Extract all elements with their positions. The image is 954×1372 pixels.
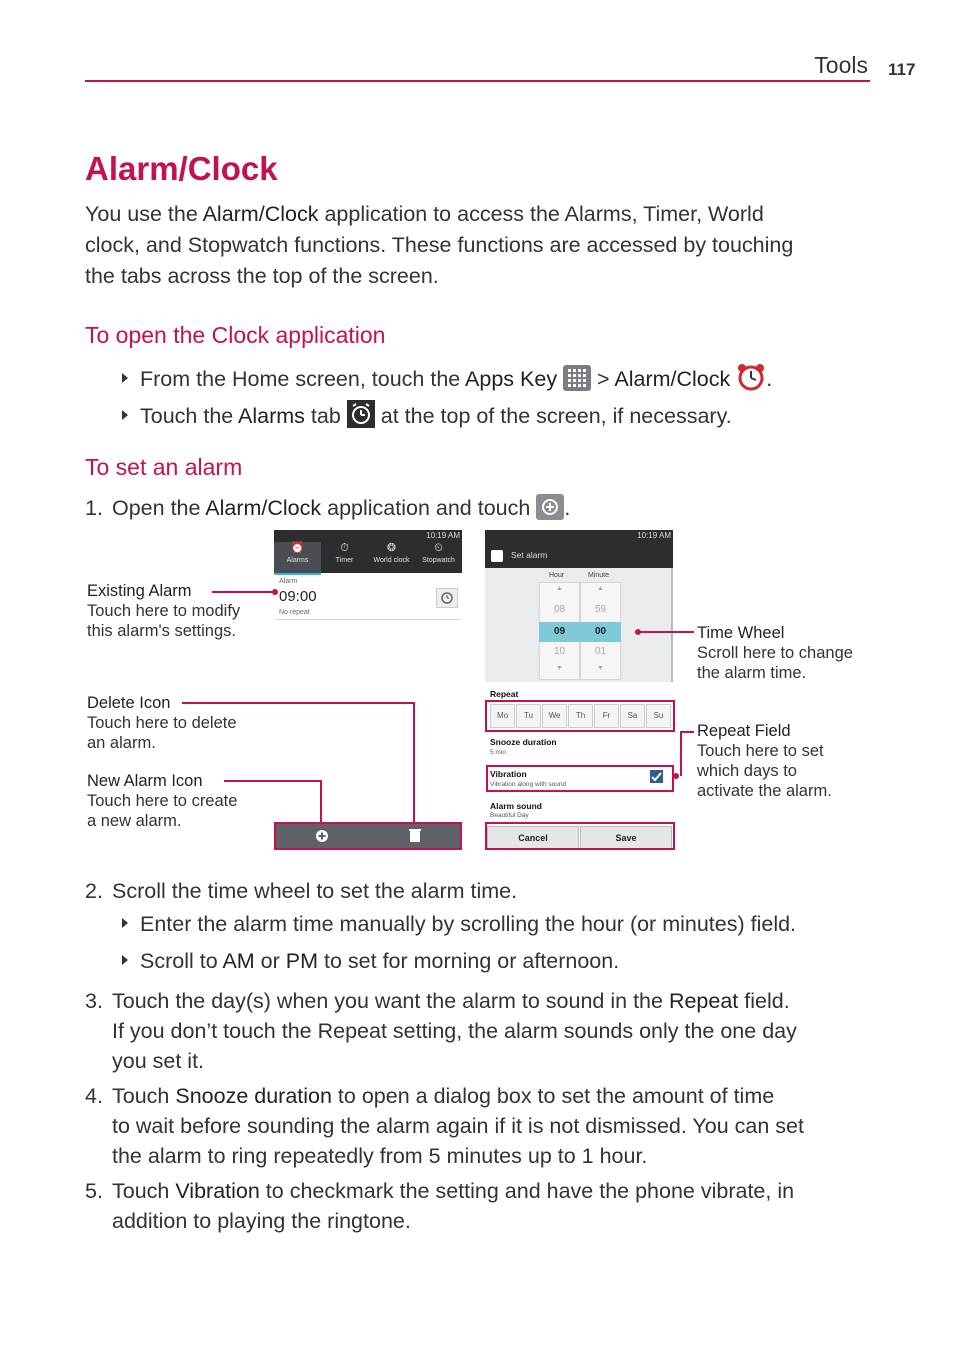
- hour-down-icon[interactable]: ▼: [556, 665, 563, 672]
- intro-paragraph: You use the Alarm/Clock application to access the Alarms, Timer, World clock, and Stopwatch functions. These functions are accessed by touching the tabs across the top of the screen.: [85, 202, 794, 288]
- minute-down-icon[interactable]: ▼: [597, 665, 604, 672]
- minute-prev: 59: [594, 604, 607, 615]
- alarm-clock-app-icon: [736, 363, 766, 397]
- alarm-time: 09:00: [279, 588, 317, 605]
- apps-key-icon: [563, 365, 591, 397]
- step-2-bullet-2: Scroll to AM or PM to set for morning or afternoon.: [122, 949, 619, 974]
- time-wheel[interactable]: [485, 568, 671, 682]
- alarm-repeat: No repeat: [279, 609, 310, 616]
- leader-repeat-h: [680, 731, 694, 733]
- leader-new-h: [224, 780, 322, 782]
- vibration-desc: Vibration along with sound: [490, 781, 567, 788]
- leader-repeat-v: [680, 731, 682, 776]
- wheel-scrollbar: [671, 568, 673, 682]
- set-alarm-titlebar: [485, 530, 673, 568]
- cancel-button[interactable]: Cancel: [487, 826, 579, 850]
- callout-existing-alarm: Existing Alarm Touch here to modify this alarm's settings.: [87, 582, 241, 640]
- step-4: 4. Touch Snooze duration to open a dialog box to set the amount of time to wait before sounding the alarm again if it is not dismissed. You can set the alarm to ring repeatedly from 5 minutes up to 1 hour.: [85, 1084, 804, 1168]
- add-alarm-icon: [536, 494, 564, 528]
- alarms-screen: [274, 530, 462, 620]
- set-alarm-heading: To set an alarm: [85, 454, 243, 480]
- open-clock-heading: To open the Clock application: [85, 322, 386, 348]
- vibration-label[interactable]: Vibration: [490, 769, 527, 779]
- tab-world-clock[interactable]: ❂ World clock: [368, 542, 415, 573]
- day-su[interactable]: Su: [646, 704, 671, 728]
- snooze-label[interactable]: Snooze duration: [490, 737, 557, 747]
- timer-icon: ⏱: [340, 542, 349, 554]
- repeat-highlight: [485, 700, 675, 732]
- buttons-highlight: [485, 822, 675, 850]
- day-fr[interactable]: Fr: [594, 704, 619, 728]
- leader-existing: [212, 591, 274, 593]
- bullet-arrow-icon: [122, 918, 128, 928]
- status-time: 10:19 AM: [637, 531, 671, 540]
- callout-delete-icon: Delete Icon Touch here to delete an alarm.: [87, 694, 237, 752]
- vibration-highlight: [486, 765, 674, 792]
- alarms-tab-icon: [347, 400, 375, 434]
- step-1: 1. Open the Alarm/Clock application and touch .: [85, 493, 875, 528]
- step-2: 2. Scroll the time wheel to set the alarm time.: [85, 879, 518, 903]
- alarm-toggle-icon[interactable]: [436, 588, 458, 608]
- save-button[interactable]: Save: [580, 826, 672, 850]
- header-rule: [85, 80, 870, 82]
- section-title: Tools: [814, 52, 868, 78]
- set-alarm-screen: [485, 530, 673, 850]
- stopwatch-icon: ⏲: [434, 542, 443, 554]
- leader-delete-h: [182, 702, 415, 704]
- step-2-bullet-1: Enter the alarm time manually by scrolling the hour (or minutes) field.: [122, 912, 796, 937]
- tab-timer[interactable]: ⏱ Timer: [321, 542, 368, 573]
- leader-new-v: [320, 780, 322, 824]
- step-5: 5. Touch Vibration to checkmark the setting and have the phone vibrate, in addition to playing the ringtone.: [85, 1179, 795, 1233]
- bullet-arrow-icon: [122, 410, 128, 420]
- existing-alarm-item[interactable]: [274, 575, 462, 620]
- bullet-arrow-icon: [122, 373, 128, 383]
- hour-label: Hour: [549, 572, 565, 579]
- hour-prev: 08: [553, 604, 566, 615]
- step-3: 3. Touch the day(s) when you want the alarm to sound in the Repeat field. If you don’t touch the Repeat setting, the alarm sounds only the one day you set it.: [85, 989, 797, 1073]
- day-sa[interactable]: Sa: [620, 704, 645, 728]
- callout-repeat-field: Repeat Field Touch here to set which days to activate the alarm.: [697, 722, 832, 800]
- bullet-arrow-icon: [122, 955, 128, 965]
- hour-selected: 09: [553, 626, 566, 637]
- tab-stopwatch[interactable]: ⏲ Stopwatch: [415, 542, 462, 573]
- globe-icon: ❂: [386, 542, 397, 554]
- minute-selected: 00: [594, 626, 607, 637]
- status-time: 10:19 AM: [426, 531, 460, 540]
- callout-new-alarm: New Alarm Icon Touch here to create a new alarm.: [87, 772, 238, 830]
- alarm-label: Alarm: [279, 578, 298, 585]
- bottom-bar-highlight: [274, 822, 462, 850]
- set-alarm-icon: [491, 550, 503, 562]
- alarm-sound-value: Beautiful Day: [490, 812, 529, 819]
- day-we[interactable]: We: [542, 704, 567, 728]
- minute-label: Minute: [588, 572, 610, 579]
- minute-up-icon[interactable]: ▲: [597, 585, 604, 592]
- repeat-label: Repeat: [490, 689, 519, 699]
- leader-dot-repeat: [673, 773, 679, 779]
- day-tu[interactable]: Tu: [516, 704, 541, 728]
- open-bullet-1: From the Home screen, touch the Apps Key > Alarm/Clock .: [122, 363, 772, 397]
- leader-dot-existing: [272, 589, 278, 595]
- minute-next: 01: [594, 646, 607, 657]
- snooze-value: 5 min: [490, 749, 506, 756]
- leader-delete-v: [413, 702, 415, 824]
- callout-time-wheel: Time Wheel Scroll here to change the alarm time.: [697, 624, 853, 682]
- set-alarm-title: Set alarm: [511, 550, 548, 560]
- leader-wheel: [638, 631, 694, 633]
- alarm-icon: ⏰: [290, 542, 305, 554]
- day-th[interactable]: Th: [568, 704, 593, 728]
- alarm-sound-label[interactable]: Alarm sound: [490, 801, 542, 811]
- open-bullet-2: Touch the Alarms tab at the top of the screen, if necessary.: [122, 400, 732, 434]
- page-title: Alarm/Clock: [85, 150, 278, 187]
- tab-alarms[interactable]: ⏰ Alarms: [274, 542, 321, 575]
- hour-next: 10: [553, 646, 566, 657]
- wheel-selection: [539, 622, 621, 642]
- page-number: 117: [888, 60, 916, 79]
- day-mo[interactable]: Mo: [490, 704, 515, 728]
- alarm-tab-bar: [274, 530, 462, 573]
- hour-up-icon[interactable]: ▲: [556, 585, 563, 592]
